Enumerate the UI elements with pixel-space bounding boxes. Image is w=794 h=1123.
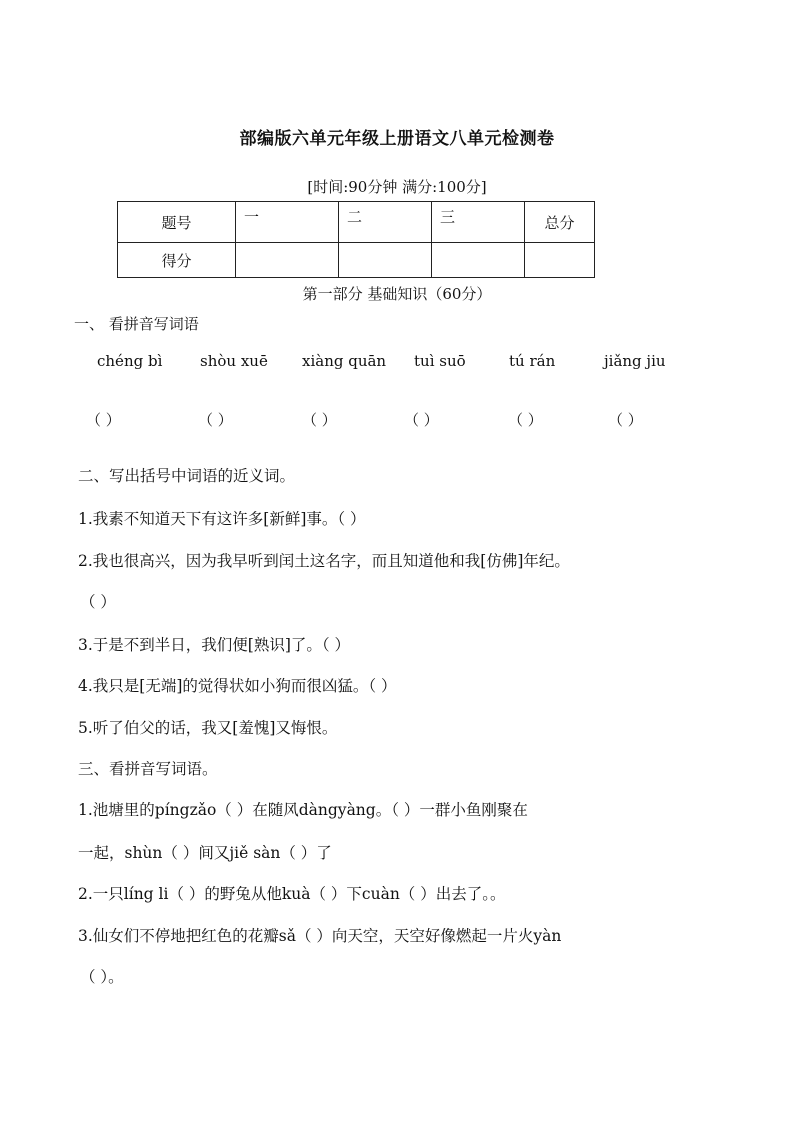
answer-blank[interactable]: （ ）: [86, 411, 121, 429]
time-info: [时间:90分钟 满分:100分]: [307, 178, 487, 196]
section3-line: 2.一只líng li（ ）的野兔从他kuà（ ）下cuàn（ ）出去了。。: [78, 885, 506, 903]
score-cell-part-1[interactable]: [236, 243, 339, 278]
pinyin-item: tuì suō: [414, 352, 466, 370]
answer-blank[interactable]: （ ）: [404, 411, 439, 429]
section1-heading: 一、 看拼音写词语: [74, 315, 199, 333]
score-cell-total[interactable]: [525, 243, 595, 278]
part-heading: 第一部分 基础知识（60分）: [302, 285, 492, 303]
answer-blank[interactable]: （ ）: [608, 411, 643, 429]
page-title: 部编版六单元年级上册语文八单元检测卷: [239, 129, 555, 149]
header-cell-part-3: 三: [432, 202, 525, 243]
score-table-score-row: [118, 243, 595, 278]
score-table-header-row: [118, 202, 595, 243]
section2-item: 2.我也很高兴，因为我早听到闰土这名字，而且知道他和我[仿佛]年纪。: [78, 552, 570, 570]
pinyin-item: xiàng quān: [302, 352, 387, 370]
section2-item: 1.我素不知道天下有这许多[新鲜]事。（ ）: [78, 510, 366, 528]
score-cell-part-3[interactable]: [432, 243, 525, 278]
pinyin-item: chéng bì: [97, 352, 163, 370]
answer-blank[interactable]: （ ）: [302, 411, 337, 429]
pinyin-item: tú rán: [509, 352, 556, 370]
section2-heading: 二、写出括号中词语的近义词。: [78, 467, 296, 485]
score-table: [117, 201, 595, 278]
pinyin-item: jiǎng jiu: [604, 352, 666, 370]
section3-line: 一起，shùn（ ）间又jiě sàn（ ）了: [78, 844, 332, 862]
section3-line: （ ）。: [80, 968, 124, 986]
pinyin-item: shòu xuē: [200, 352, 268, 370]
header-cell-question-number: 题号: [118, 202, 236, 243]
answer-blank[interactable]: （ ）: [198, 411, 233, 429]
header-cell-part-2: 二: [339, 202, 432, 243]
section2-item: 3.于是不到半日，我们便[熟识]了。（ ）: [78, 636, 351, 654]
section2-item: 5.听了伯父的话，我又[羞愧]又悔恨。: [78, 719, 338, 737]
section3-line: 1.池塘里的píngzǎo（ ）在随风dàngyàng。（ ）一群小鱼刚聚在: [78, 801, 528, 819]
answer-blank[interactable]: （ ）: [508, 411, 543, 429]
score-cell-part-2[interactable]: [339, 243, 432, 278]
section3-line: 3.仙女们不停地把红色的花瓣sǎ（ ）向天空，天空好像燃起一片火yàn: [78, 927, 562, 945]
section2-item-answer[interactable]: （ ）: [80, 593, 116, 611]
header-cell-part-1: 一: [236, 202, 339, 243]
section3-heading: 三、看拼音写词语。: [78, 760, 218, 778]
score-label-cell: 得分: [118, 243, 236, 278]
section2-item: 4.我只是[无端]的觉得状如小狗而很凶猛。（ ）: [78, 677, 397, 695]
header-cell-total: 总分: [525, 202, 595, 243]
